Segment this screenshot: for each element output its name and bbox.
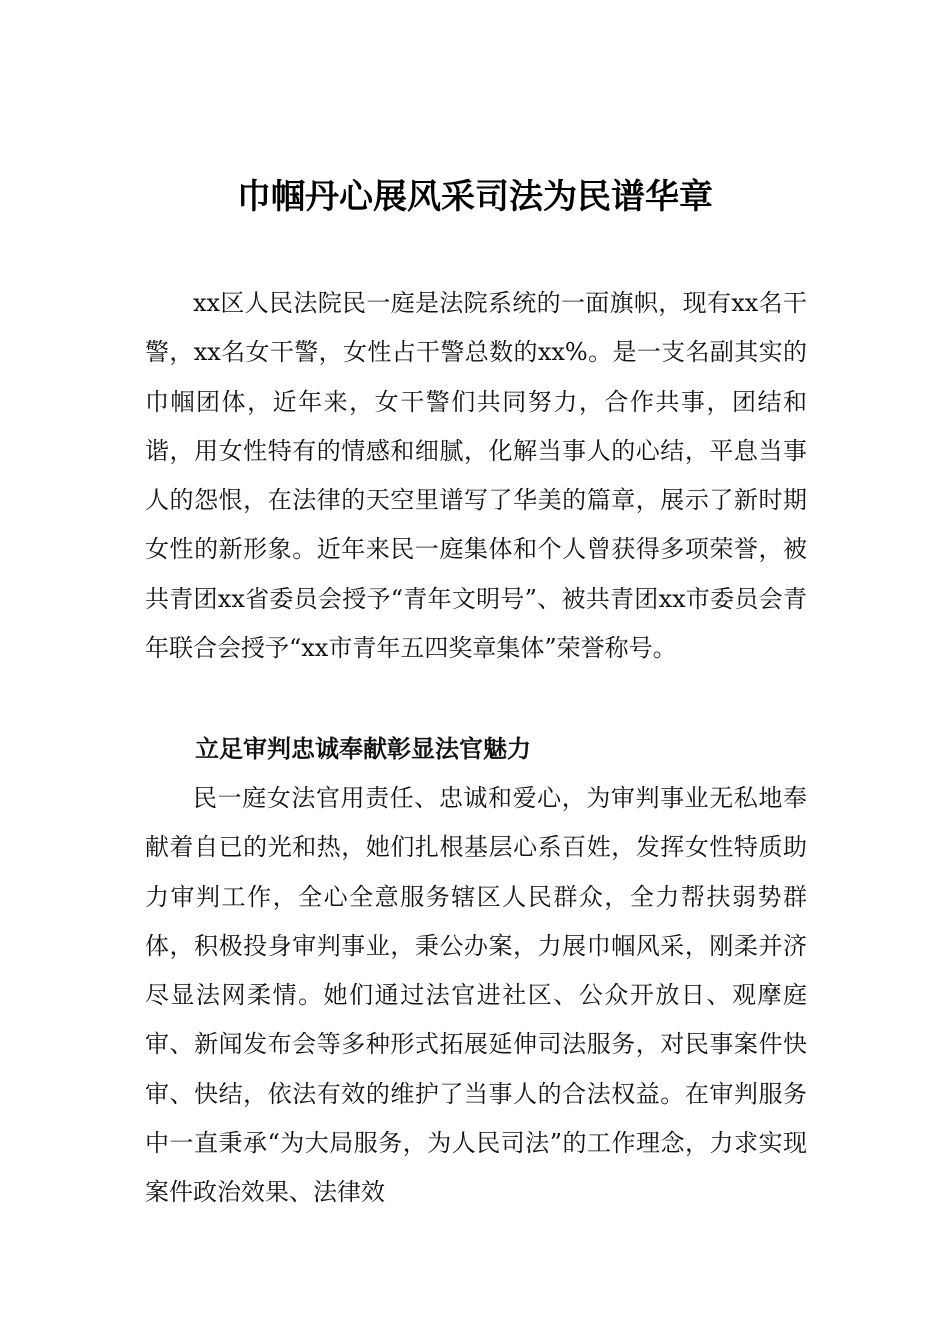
document-title: 巾帼丹心展风采司法为民谱华章 xyxy=(237,177,713,217)
section-paragraph: 民一庭女法官用责任、忠诚和爱心，为审判事业无私地奉献着自已的光和热，她们扎根基层心系百姓，发挥女性特质助力审判工作，全心全意服务辖区人民群众，全力帮扶弱势群体，积极投身审判事业，秉公办案，力展巾帼风采，刚柔并济尽显法网柔情。她们通过法官进社区、公众开放日、观摩庭审、新闻发布会等多种形式拓展延伸司法服务，对民事案件快审、快结，依法有效的维护了当事人的合法权益。在审判服务中一直秉承“为大局服务，为人民司法”的工作理念，力求实现案件政治效果、法律效 xyxy=(145,784,807,1207)
section-heading: 立足审判忠诚奉献彰显法官魅力 xyxy=(195,735,531,763)
intro-paragraph: xx区人民法院民一庭是法院系统的一面旗帜，现有xx名干警，xx名女干警，女性占干警总数的xx%。是一支名副其实的巾帼团体，近年来，女干警们共同努力，合作共事，团结和谐，用女性特有的情感和细腻，化解当事人的心结，平息当事人的怨恨，在法律的天空里谱写了华美的篇章，展示了新时期女性的新形象。近年来民一庭集体和个人曾获得多项荣誉，被共青团xx省委员会授予“青年文明号”、被共青团xx市委员会青年联合会授予“xx市青年五四奖章集体”荣誉称号。 xyxy=(145,289,807,663)
